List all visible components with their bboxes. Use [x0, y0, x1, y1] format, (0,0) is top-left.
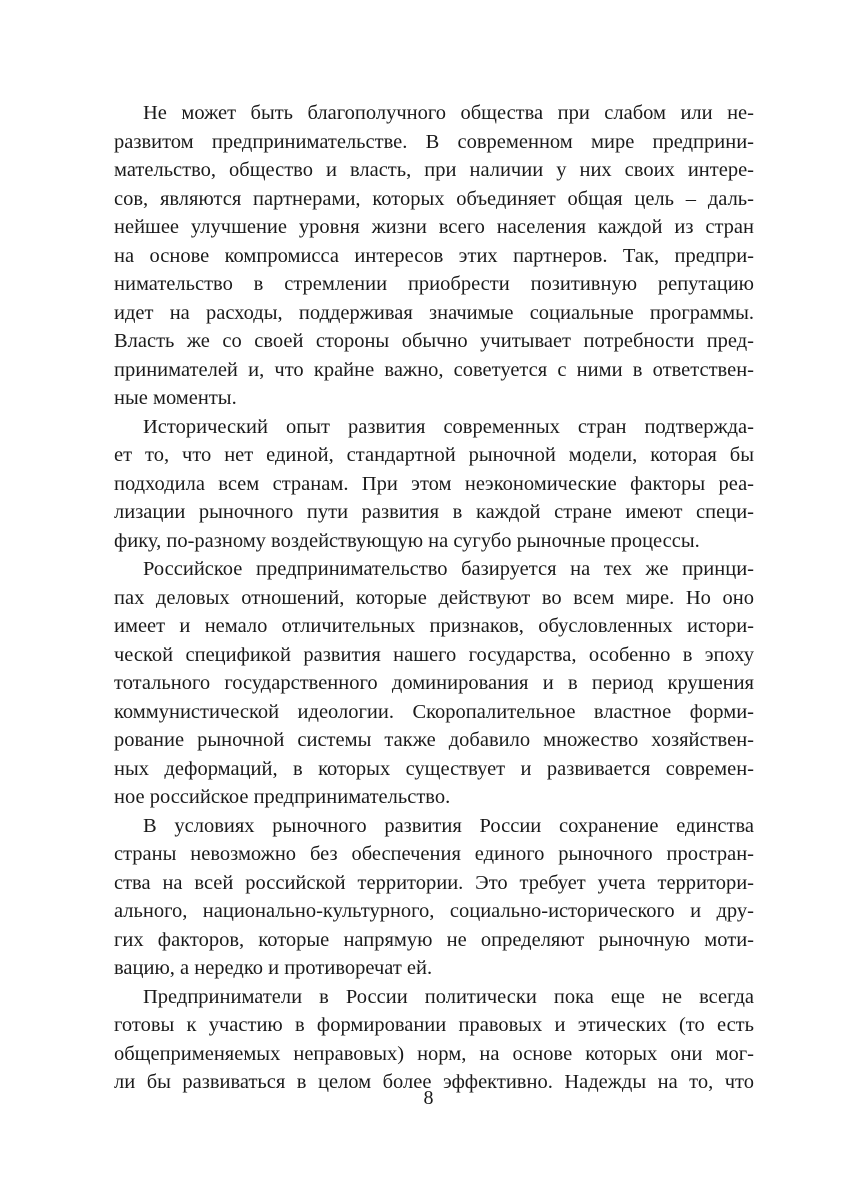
text-line: гих факторов, которые напрямую не определяют рыночную моти- — [114, 928, 754, 951]
text-line: имеет и немало отличительных признаков, обусловленных истори- — [114, 615, 754, 637]
text-line: коммунистической идеологии. Скоропалительное властное форми- — [114, 700, 754, 723]
text-line: ли бы развиваться в целом более эффективно. Надежды на то, что — [114, 1071, 754, 1093]
body-text — [114, 99, 754, 1097]
page-number: 8 — [423, 1087, 434, 1109]
text-line: пах деловых отношений, которые действуют во всем мире. Но оно — [114, 586, 754, 609]
paragraph — [114, 983, 754, 1097]
paragraph — [114, 413, 754, 556]
text-line: ческой спецификой развития нашего государства, особенно в эпоху — [114, 643, 754, 666]
text-line: принимателей и, что крайне важно, советуется с ними в ответствен- — [114, 358, 754, 381]
text-line: тотального государственного доминирования и в период крушения — [114, 672, 754, 694]
text-line: мательство, общество и власть, при наличии у них своих интере- — [114, 159, 754, 181]
text-line: развитом предпринимательстве. В современном мире предприни- — [114, 130, 754, 153]
text-line: Не может быть благополучного общества при слабом или не- — [143, 102, 754, 124]
text-line: В условиях рыночного развития России сохранение единства — [143, 814, 754, 837]
text-line: ных деформаций, в которых существует и развивается современ- — [114, 757, 754, 780]
text-line: ального, национально-культурного, социально-исторического и дру- — [114, 900, 754, 922]
text-line: ет то, что нет единой, стандартной рыночной модели, которая бы — [114, 444, 754, 466]
text-line: Исторический опыт развития современных стран подтвержда- — [143, 415, 754, 438]
text-line: вацию, а нередко и противоречат ей. — [114, 957, 433, 979]
text-line: фику, по-разному воздействующую на сугубо рыночные процессы. — [114, 529, 700, 552]
text-line: на основе компромисса интересов этих партнеров. Так, предпри- — [114, 244, 754, 267]
text-line: Власть же со своей стороны обычно учитывает потребности пред- — [114, 330, 754, 352]
text-line: общеприменяемых неправовых) норм, на основе которых они мог- — [114, 1042, 754, 1065]
text-line: Российское предпринимательство базируется на тех же принци- — [143, 558, 754, 580]
text-line: рование рыночной системы также добавило множество хозяйствен- — [114, 729, 754, 751]
text-line: Предприниматели в России политически пока еще не всегда — [143, 985, 754, 1008]
paragraph — [114, 812, 754, 983]
text-line: нейшее улучшение уровня жизни всего населения каждой из стран — [114, 216, 754, 238]
text-line: ства на всей российской территории. Это требует учета территори- — [114, 871, 754, 894]
text-line: готовы к участию в формировании правовых и этических (то есть — [114, 1014, 754, 1036]
paragraph — [114, 99, 754, 413]
text-line: нимательство в стремлении приобрести позитивную репутацию — [114, 273, 754, 295]
text-line: страны невозможно без обеспечения единого рыночного простран- — [114, 843, 754, 865]
text-line: подходила всем странам. При этом неэкономические факторы реа- — [114, 472, 754, 495]
text-line: лизации рыночного пути развития в каждой стране имеют специ- — [114, 501, 754, 523]
paragraph — [114, 555, 754, 812]
text-line: ные моменты. — [114, 387, 237, 409]
text-line: ное российское предпринимательство. — [114, 786, 451, 808]
text-line: идет на расходы, поддерживая значимые социальные программы. — [114, 301, 754, 324]
text-line: сов, являются партнерами, которых объединяет общая цель – даль- — [114, 187, 754, 210]
